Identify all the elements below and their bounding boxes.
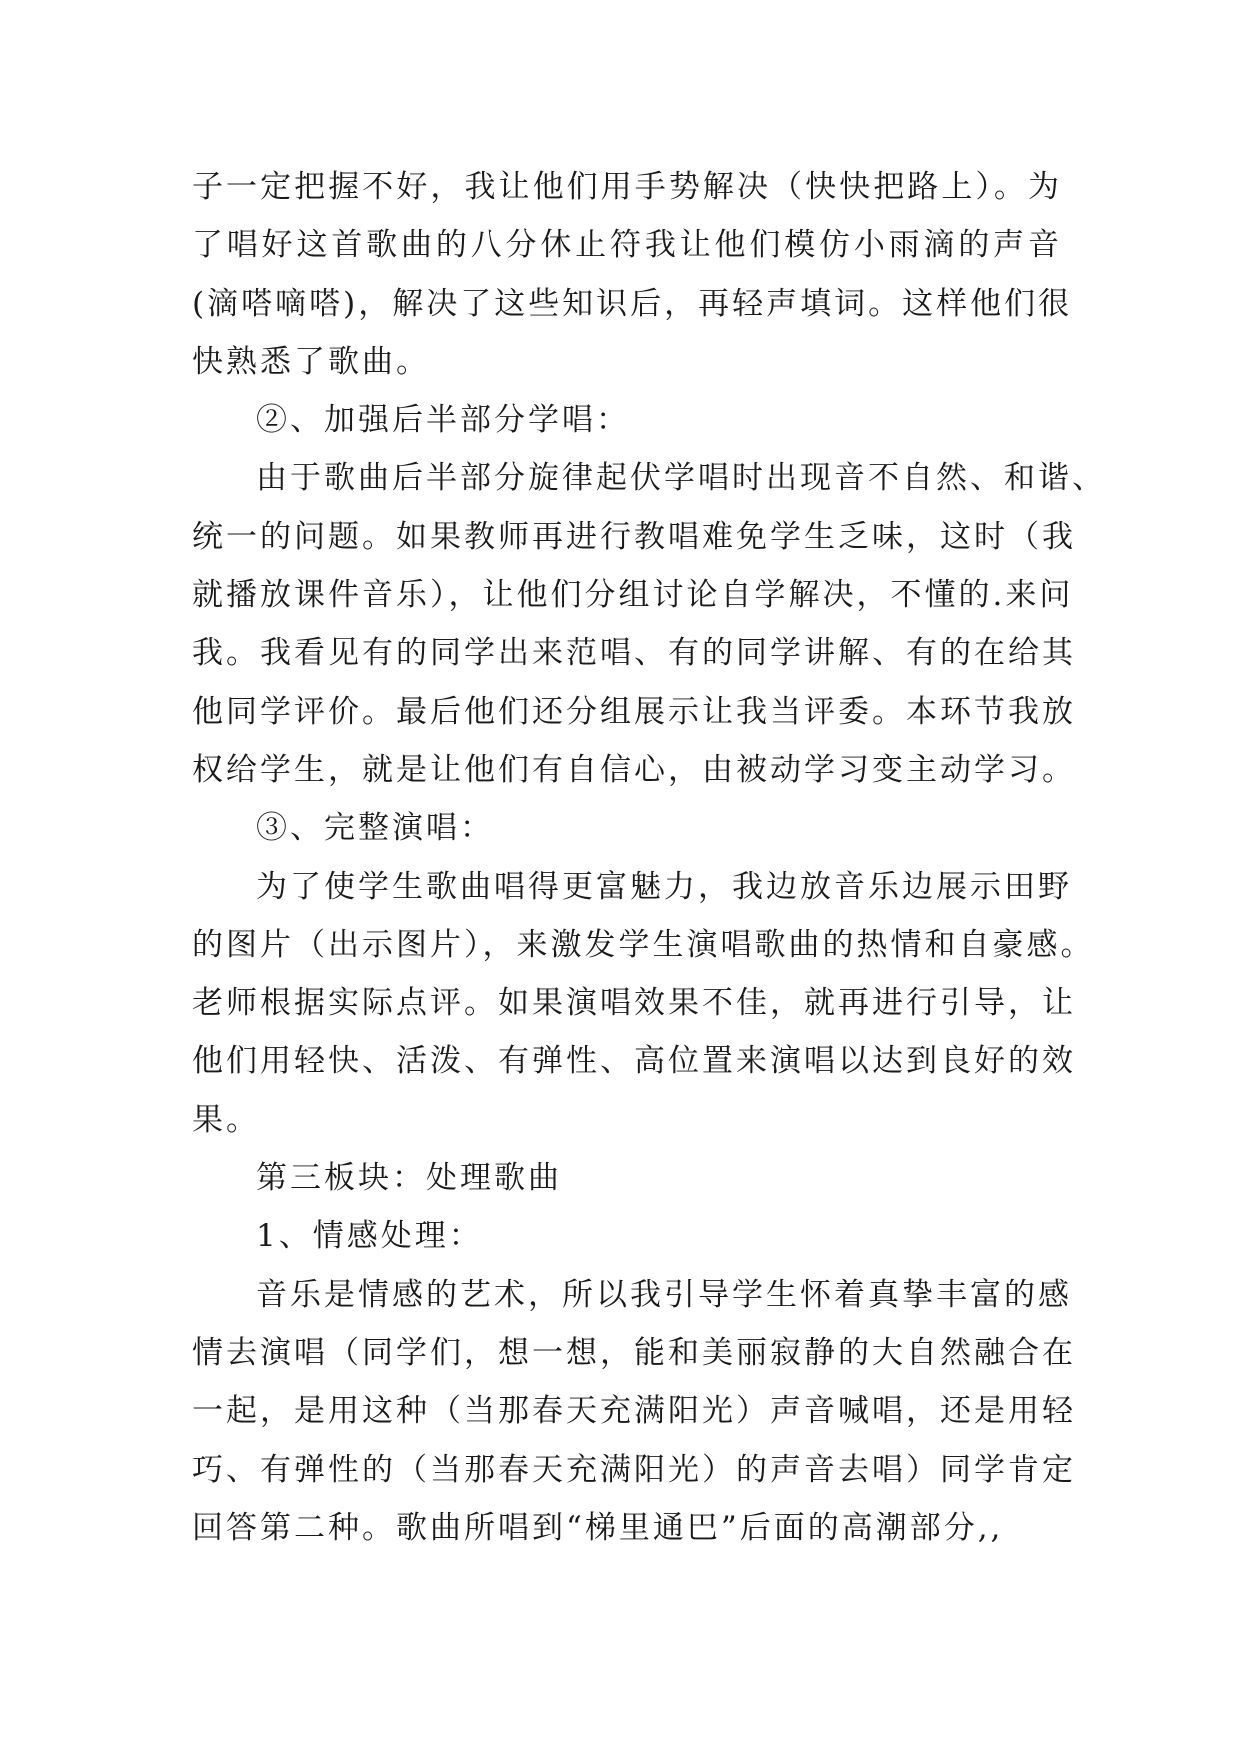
text-line: 果。 (192, 1101, 260, 1138)
text-line: 我。我看见有的同学出来范唱、有的同学讲解、有的在给其 (192, 635, 1076, 672)
text-line: 音乐是情感的艺术，所以我引导学生怀着真挚丰富的感 (256, 1276, 1072, 1313)
text-line: 老师根据实际点评。如果演唱效果不佳，就再进行引导，让 (192, 985, 1076, 1022)
section-heading: 第三板块：处理歌曲 (256, 1160, 562, 1197)
section-heading: ③、完整演唱： (256, 810, 494, 847)
text-line: 他同学评价。最后他们还分组展示让我当评委。本环节我放 (192, 693, 1076, 730)
text-line: 的图片（出示图片），来激发学生演唱歌曲的热情和自豪感。 (192, 926, 1095, 963)
text-line: 权给学生，就是让他们有自信心，由被动学习变主动学习。 (192, 751, 1076, 788)
text-line: 快熟悉了歌曲。 (192, 343, 430, 380)
text-line: 子一定把握不好，我让他们用手势解决（快快把路上）。为 (192, 169, 1062, 205)
body-text (192, 158, 1106, 1557)
text-line: 统一的问题。如果教师再进行教唱难免学生乏味，这时（我 (192, 518, 1076, 555)
text-line: 为了使学生歌曲唱得更富魅力，我边放音乐边展示田野 (256, 868, 1072, 905)
text-line: 巧、有弹性的（当那春天充满阳光）的声音去唱）同学肯定 (192, 1451, 1076, 1488)
text-line: 由于歌曲后半部分旋律起伏学唱时出现音不自然、和谐、 (256, 460, 1106, 497)
text-line: 他们用轻快、活泼、有弹性、高位置来演唱以达到良好的效 (192, 1043, 1076, 1080)
section-heading: ②、加强后半部分学唱： (256, 402, 630, 439)
text-line: 回答第二种。歌曲所唱到“梯里通巴”后面的高潮部分,, (192, 1509, 1004, 1546)
text-line: 情去演唱（同学们，想一想，能和美丽寂静的大自然融合在 (192, 1334, 1076, 1371)
section-heading: 1、情感处理： (256, 1218, 483, 1255)
text-line: 就播放课件音乐），让他们分组讨论自学解决，不懂的.来问 (192, 577, 1074, 614)
text-line: 了唱好这首歌曲的八分休止符我让他们模仿小雨滴的声音 (192, 227, 1062, 264)
text-line: 一起，是用这种（当那春天充满阳光）声音喊唱，还是用轻 (192, 1393, 1076, 1430)
text-line: (滴嗒嘀嗒)，解决了这些知识后，再轻声填词。这样他们很 (192, 285, 1073, 322)
